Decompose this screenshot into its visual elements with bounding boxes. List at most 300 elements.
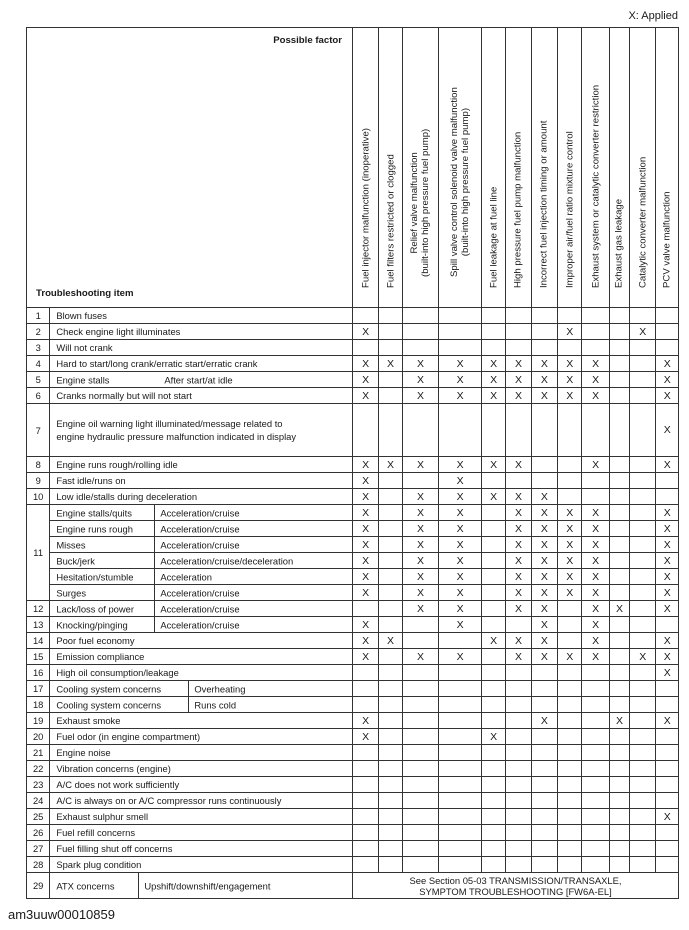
- troubleshooting-item: [50, 324, 353, 340]
- factor-header-12: [656, 28, 679, 308]
- factor-cell: X: [531, 569, 557, 585]
- factor-cell: [582, 761, 609, 777]
- factor-cell: [379, 729, 402, 745]
- factor-cell: X: [582, 537, 609, 553]
- factor-cell: X: [402, 521, 439, 537]
- factor-cell: [656, 841, 679, 857]
- table-row: [27, 809, 679, 825]
- factor-cell: [439, 697, 482, 713]
- factor-cell: [506, 404, 531, 457]
- factor-cell: X: [531, 617, 557, 633]
- factor-cell: [609, 388, 629, 404]
- factor-cell: X: [352, 388, 378, 404]
- factor-cell: [582, 473, 609, 489]
- factor-cell: [630, 601, 656, 617]
- table-row: [27, 340, 679, 356]
- factor-cell: [481, 697, 505, 713]
- factor-cell: X: [582, 601, 609, 617]
- table-row: [27, 404, 679, 457]
- note-line: See Section 05-03 TRANSMISSION/TRANSAXLE,: [409, 874, 622, 886]
- factor-cell: [656, 777, 679, 793]
- factor-cell: X: [506, 489, 531, 505]
- row-number: 24: [27, 793, 50, 809]
- row-number: 2: [27, 324, 50, 340]
- factor-cell: X: [656, 649, 679, 665]
- factor-cell: X: [531, 388, 557, 404]
- factor-cell: [402, 793, 439, 809]
- factor-cell: [609, 729, 629, 745]
- factor-cell: [609, 505, 629, 521]
- factor-cell: [506, 681, 531, 697]
- factor-cell: X: [582, 569, 609, 585]
- factor-cell: [379, 308, 402, 324]
- factor-header-text: Relief valve malfunction: [409, 152, 421, 254]
- factor-cell: X: [481, 388, 505, 404]
- factor-cell: [506, 729, 531, 745]
- row-number: 26: [27, 825, 50, 841]
- factor-cell: [609, 617, 629, 633]
- factor-cell: [609, 633, 629, 649]
- factor-cell: [630, 809, 656, 825]
- factor-cell: X: [656, 537, 679, 553]
- factor-cell: X: [402, 585, 439, 601]
- factor-header-8: [558, 28, 582, 308]
- possible-factor-label: Possible factor: [273, 35, 342, 46]
- factor-cell: [630, 745, 656, 761]
- row-number: 19: [27, 713, 50, 729]
- table-row: [27, 585, 679, 601]
- factor-cell: [379, 713, 402, 729]
- factor-cell: [609, 537, 629, 553]
- item-label: Blown fuses: [56, 310, 107, 321]
- table-row: [27, 873, 679, 899]
- table-row: [27, 553, 679, 569]
- factor-cell: [402, 713, 439, 729]
- factor-cell: X: [402, 649, 439, 665]
- factor-cell: [630, 697, 656, 713]
- factor-cell: [506, 825, 531, 841]
- factor-cell: X: [506, 521, 531, 537]
- table-row: [27, 713, 679, 729]
- row-number: 22: [27, 761, 50, 777]
- factor-cell: X: [352, 489, 378, 505]
- item-label: Engine stalls: [56, 374, 110, 385]
- factor-cell: X: [531, 713, 557, 729]
- factor-cell: [379, 665, 402, 681]
- factor-cell: [609, 569, 629, 585]
- factor-cell: X: [531, 553, 557, 569]
- factor-cell: [558, 857, 582, 873]
- factor-cell: [379, 489, 402, 505]
- factor-cell: [352, 857, 378, 873]
- factor-cell: [609, 324, 629, 340]
- item-label: A/C does not work sufficiently: [56, 779, 180, 790]
- item-label: Check engine light illuminates: [56, 326, 181, 337]
- factor-cell: X: [439, 521, 482, 537]
- factor-cell: [379, 585, 402, 601]
- table-row: [27, 681, 679, 697]
- factor-cell: X: [656, 404, 679, 457]
- factor-cell: X: [379, 633, 402, 649]
- factor-header-5: [481, 28, 505, 308]
- factor-cell: X: [506, 553, 531, 569]
- factor-cell: [656, 340, 679, 356]
- factor-header-text: Exhaust gas leakage: [613, 198, 625, 288]
- factor-cell: X: [402, 569, 439, 585]
- item-label: Misses: [56, 539, 86, 550]
- table-row: [27, 857, 679, 873]
- factor-cell: [609, 841, 629, 857]
- factor-cell: X: [481, 356, 505, 372]
- item-condition: Acceleration/cruise: [160, 587, 240, 598]
- factor-cell: [481, 841, 505, 857]
- factor-cell: [352, 761, 378, 777]
- factor-cell: [402, 633, 439, 649]
- factor-cell: [352, 697, 378, 713]
- factor-cell: X: [352, 617, 378, 633]
- factor-cell: [439, 681, 482, 697]
- factor-cell: [531, 308, 557, 324]
- factor-cell: X: [439, 649, 482, 665]
- factor-cell: [558, 601, 582, 617]
- troubleshooting-item: [50, 681, 353, 697]
- factor-cell: X: [352, 553, 378, 569]
- factor-header-7: [531, 28, 557, 308]
- factor-cell: [558, 841, 582, 857]
- factor-cell: [531, 761, 557, 777]
- item-label: ATX concerns: [56, 880, 115, 891]
- factor-cell: X: [506, 457, 531, 473]
- row-number: 9: [27, 473, 50, 489]
- factor-cell: [582, 745, 609, 761]
- item-condition: Upshift/downshift/engagement: [144, 880, 271, 891]
- factor-cell: [402, 745, 439, 761]
- factor-cell: [558, 665, 582, 681]
- item-label: Knocking/pinging: [56, 619, 128, 630]
- factor-cell: X: [352, 521, 378, 537]
- factor-cell: X: [558, 356, 582, 372]
- factor-cell: [558, 617, 582, 633]
- factor-cell: X: [656, 633, 679, 649]
- factor-cell: X: [531, 601, 557, 617]
- factor-header-text: Fuel injector malfunction (inoperative): [360, 128, 372, 288]
- table-row: [27, 489, 679, 505]
- row-number: 8: [27, 457, 50, 473]
- troubleshooting-item: [50, 457, 353, 473]
- factor-cell: [582, 324, 609, 340]
- factor-cell: [379, 809, 402, 825]
- factor-cell: [379, 473, 402, 489]
- factor-cell: [402, 857, 439, 873]
- row-number: 14: [27, 633, 50, 649]
- factor-cell: [439, 633, 482, 649]
- factor-cell: [630, 340, 656, 356]
- factor-cell: [481, 324, 505, 340]
- factor-cell: X: [379, 457, 402, 473]
- factor-cell: [439, 825, 482, 841]
- factor-cell: [558, 308, 582, 324]
- item-label: Fuel filling shut off concerns: [56, 843, 173, 854]
- factor-cell: X: [439, 601, 482, 617]
- row-number: 23: [27, 777, 50, 793]
- factor-cell: [531, 729, 557, 745]
- factor-header-text: Incorrect fuel injection timing or amount: [538, 120, 550, 288]
- factor-cell: X: [439, 372, 482, 388]
- factor-cell: [656, 793, 679, 809]
- factor-cell: [558, 777, 582, 793]
- factor-cell: [582, 825, 609, 841]
- troubleshooting-item: [50, 489, 353, 505]
- factor-cell: [352, 745, 378, 761]
- factor-cell: [481, 809, 505, 825]
- factor-cell: [439, 841, 482, 857]
- factor-cell: [506, 617, 531, 633]
- troubleshooting-item: [50, 585, 353, 601]
- factor-cell: [481, 745, 505, 761]
- item-condition: Acceleration: [160, 571, 212, 582]
- row-number: 11: [27, 505, 50, 601]
- factor-cell: X: [558, 585, 582, 601]
- factor-cell: X: [439, 585, 482, 601]
- factor-cell: X: [481, 372, 505, 388]
- row-number: 4: [27, 356, 50, 372]
- factor-cell: [582, 308, 609, 324]
- factor-cell: [379, 617, 402, 633]
- factor-cell: [439, 665, 482, 681]
- row-number: 29: [27, 873, 50, 899]
- factor-cell: [402, 340, 439, 356]
- row-number: 13: [27, 617, 50, 633]
- factor-cell: X: [402, 553, 439, 569]
- troubleshooting-item: [50, 761, 353, 777]
- factor-cell: X: [402, 505, 439, 521]
- table-row: [27, 324, 679, 340]
- factor-cell: [630, 841, 656, 857]
- troubleshooting-item: [50, 809, 353, 825]
- factor-cell: [531, 324, 557, 340]
- factor-cell: [609, 857, 629, 873]
- factor-cell: [582, 340, 609, 356]
- factor-cell: [439, 340, 482, 356]
- factor-cell: [481, 521, 505, 537]
- factor-cell: X: [439, 537, 482, 553]
- factor-cell: [630, 761, 656, 777]
- factor-cell: [531, 745, 557, 761]
- factor-cell: [352, 681, 378, 697]
- troubleshooting-item: [50, 873, 353, 899]
- factor-cell: [582, 809, 609, 825]
- item-label: Engine runs rough/rolling idle: [56, 459, 178, 470]
- factor-cell: [531, 809, 557, 825]
- factor-cell: [481, 761, 505, 777]
- factor-cell: [630, 473, 656, 489]
- factor-cell: X: [506, 585, 531, 601]
- factor-cell: [402, 777, 439, 793]
- factor-cell: [379, 697, 402, 713]
- factor-cell: [506, 308, 531, 324]
- factor-cell: X: [439, 457, 482, 473]
- table-row: [27, 697, 679, 713]
- factor-cell: [439, 857, 482, 873]
- row-number: 25: [27, 809, 50, 825]
- item-label: Cooling system concerns: [56, 699, 162, 710]
- factor-cell: [630, 569, 656, 585]
- troubleshooting-item: [50, 340, 353, 356]
- factor-cell: X: [656, 665, 679, 681]
- factor-cell: [352, 308, 378, 324]
- factor-cell: [352, 777, 378, 793]
- row-number: 5: [27, 372, 50, 388]
- factor-cell: [609, 825, 629, 841]
- table-row: [27, 569, 679, 585]
- factor-cell: [481, 585, 505, 601]
- factor-cell: X: [531, 521, 557, 537]
- factor-cell: [609, 457, 629, 473]
- factor-cell: [531, 777, 557, 793]
- factor-cell: [558, 729, 582, 745]
- factor-cell: X: [506, 649, 531, 665]
- factor-cell: [630, 633, 656, 649]
- factor-header-11: [630, 28, 656, 308]
- troubleshooting-item: [50, 473, 353, 489]
- item-label: Vibration concerns (engine): [56, 763, 171, 774]
- table-row: [27, 825, 679, 841]
- factor-cell: [481, 825, 505, 841]
- factor-header-text: Exhaust system or catalytic converter restriction: [590, 84, 602, 288]
- factor-cell: [582, 793, 609, 809]
- item-label: Spark plug condition: [56, 859, 142, 870]
- factor-cell: [582, 841, 609, 857]
- header-corner-cell: [27, 28, 353, 308]
- factor-header-3: [402, 28, 439, 308]
- factor-cell: [609, 372, 629, 388]
- factor-cell: X: [506, 569, 531, 585]
- factor-cell: [531, 404, 557, 457]
- factor-cell: X: [439, 505, 482, 521]
- troubleshooting-item: [50, 308, 353, 324]
- factor-cell: [379, 745, 402, 761]
- factor-cell: X: [558, 505, 582, 521]
- factor-cell: X: [481, 633, 505, 649]
- factor-cell: [656, 697, 679, 713]
- factor-cell: [609, 697, 629, 713]
- factor-cell: [506, 857, 531, 873]
- row-number: 3: [27, 340, 50, 356]
- factor-cell: X: [439, 356, 482, 372]
- table-row: [27, 388, 679, 404]
- troubleshooting-item: [50, 601, 353, 617]
- troubleshooting-item: [50, 505, 353, 521]
- factor-cell: [379, 649, 402, 665]
- factor-cell: [609, 665, 629, 681]
- factor-cell: [582, 697, 609, 713]
- factor-header-text: Spill valve control solenoid valve malfunction: [449, 87, 461, 277]
- factor-cell: X: [352, 633, 378, 649]
- factor-cell: X: [402, 601, 439, 617]
- factor-cell: [506, 473, 531, 489]
- factor-cell: [379, 761, 402, 777]
- factor-cell: X: [481, 457, 505, 473]
- factor-cell: [630, 356, 656, 372]
- factor-cell: [481, 601, 505, 617]
- factor-cell: [531, 665, 557, 681]
- factor-header-text: Fuel filters restricted or clogged: [385, 154, 397, 288]
- factor-cell: [439, 324, 482, 340]
- factor-cell: [439, 404, 482, 457]
- factor-cell: X: [656, 585, 679, 601]
- factor-cell: [656, 825, 679, 841]
- factor-header-text: High pressure fuel pump malfunction: [512, 131, 524, 288]
- factor-cell: [352, 601, 378, 617]
- table-row: [27, 372, 679, 388]
- factor-cell: [506, 745, 531, 761]
- factor-cell: X: [656, 601, 679, 617]
- troubleshooting-item: [50, 372, 353, 388]
- table-row: [27, 777, 679, 793]
- factor-cell: [609, 777, 629, 793]
- factor-cell: X: [439, 569, 482, 585]
- factor-cell: [582, 857, 609, 873]
- row-number: 6: [27, 388, 50, 404]
- factor-cell: X: [656, 553, 679, 569]
- factor-cell: [506, 665, 531, 681]
- factor-cell: [656, 857, 679, 873]
- factor-cell: [402, 324, 439, 340]
- factor-cell: [558, 404, 582, 457]
- factor-header-text: Improper air/fuel ratio mixture control: [564, 131, 576, 288]
- troubleshooting-item: [50, 857, 353, 873]
- factor-cell: X: [630, 324, 656, 340]
- factor-cell: [609, 681, 629, 697]
- factor-cell: [656, 308, 679, 324]
- factor-cell: X: [352, 649, 378, 665]
- factor-cell: X: [531, 356, 557, 372]
- factor-cell: [630, 585, 656, 601]
- item-label: Exhaust sulphur smell: [56, 811, 149, 822]
- factor-cell: [630, 665, 656, 681]
- factor-cell: [506, 777, 531, 793]
- factor-cell: [379, 404, 402, 457]
- troubleshooting-item: [50, 665, 353, 681]
- factor-header-6: [506, 28, 531, 308]
- factor-cell: [402, 841, 439, 857]
- item-label: Low idle/stalls during deceleration: [56, 491, 198, 502]
- factor-cell: [379, 841, 402, 857]
- table-row: [27, 745, 679, 761]
- factor-cell: [531, 340, 557, 356]
- factor-cell: X: [656, 569, 679, 585]
- item-label: Emission compliance: [56, 651, 145, 662]
- item-condition: Acceleration/cruise: [160, 507, 240, 518]
- factor-cell: [439, 308, 482, 324]
- row-number: 10: [27, 489, 50, 505]
- factor-cell: X: [352, 457, 378, 473]
- factor-cell: [609, 761, 629, 777]
- item-label: High oil consumption/leakage: [56, 667, 179, 678]
- factor-cell: [558, 793, 582, 809]
- table-row: [27, 649, 679, 665]
- factor-cell: X: [558, 372, 582, 388]
- factor-header-10: [609, 28, 629, 308]
- factor-cell: [630, 505, 656, 521]
- factor-cell: [609, 809, 629, 825]
- row-number: 16: [27, 665, 50, 681]
- factor-cell: X: [352, 729, 378, 745]
- troubleshooting-item: [50, 569, 353, 585]
- table-row: [27, 633, 679, 649]
- factor-cell: X: [506, 505, 531, 521]
- factor-cell: X: [558, 537, 582, 553]
